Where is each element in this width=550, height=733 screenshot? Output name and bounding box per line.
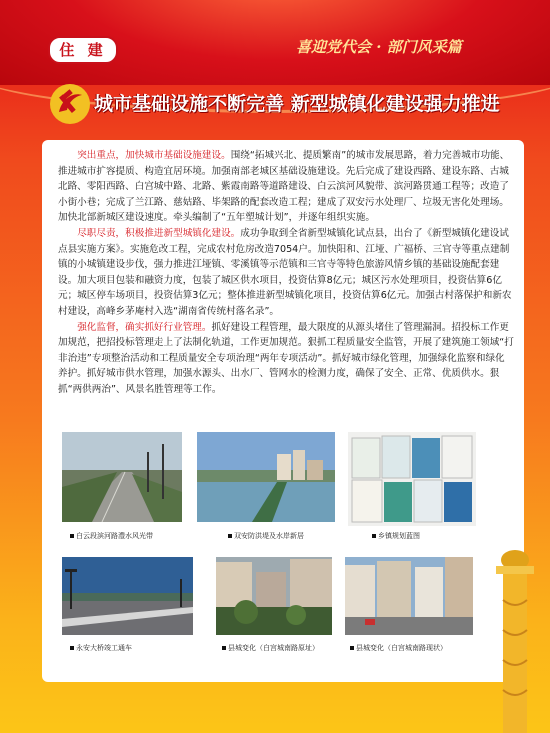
caption-text: 县城变化（白宫城南路现状）: [356, 644, 447, 652]
caption-bullet-icon: [70, 534, 74, 538]
photo-yongan-bridge: [62, 557, 193, 635]
paragraph-3-text: 抓好建设工程管理，最大限度的从源头堵住了管理漏洞。招投标工作更加规范，把招投标管理走上了法制化轨道，工作更加规范。狠抓工程质量安全监管，开展了建筑施工领域“打非治违”专项整治活动和工程质量安全专项治理“两年专项活动”。抓好城市绿化管理，加强绿化监察和绿化养护。抓好城市供水管理，加强水源头、出水厂、管网水的检测力度，确保了安全、正常、优质供水。狠抓“两供两治”、风景名胜管理等工作。: [58, 321, 514, 395]
paragraph-1: [58, 148, 514, 226]
paragraph-1-text: 围绕“拓城兴北、提质繁南”的城市发展思路，着力完善城市功能、推进城市扩容提质、构造宜居环境。加强南部老城区基础设施建设。先后完成了建设西路、建设东路、古城北路、零阳西路、白宫城中路、北路、紫霞南路等道路建设、白云滨河风貌带、滨河路贯通工程等；改造了小街小巷；完成了兰江路、慈姑路、毕架路的配套改造工程；建成了双安污水处理厂、垃圾无害化处理场。加快北部新城区建设速度。牵头编制了“五年塑城计划”，并逐年组织实施。: [58, 150, 510, 224]
photo-caption-2: [228, 531, 304, 541]
department-badge: 住 建: [48, 36, 118, 64]
photo-caption-1: [70, 531, 153, 541]
photo-new-street: [345, 557, 473, 635]
photo-riverside-road: [62, 432, 182, 522]
photo-caption-4: [70, 643, 132, 653]
ornamental-pillar-icon: [490, 540, 540, 733]
party-emblem-icon: [48, 82, 92, 126]
photo-flood-embankment: [197, 432, 335, 522]
series-subtitle: 喜迎党代会 · 部门风采篇: [296, 38, 462, 56]
caption-bullet-icon: [350, 646, 354, 650]
paragraph-3-lead: 强化监督，确实抓好行业管理。: [77, 321, 212, 333]
caption-text: 永安大桥竣工通车: [76, 644, 132, 652]
caption-text: 县城变化（白宫城南路原址）: [228, 644, 319, 652]
photo-old-street: [216, 557, 332, 635]
caption-bullet-icon: [222, 646, 226, 650]
caption-text: 白云段滨河路澧水风光带: [76, 532, 153, 540]
paragraph-2-text: 成功争取到全省新型城镇化试点县，出台了《新型城镇化建设试点县实施方案》。实施危改工程，完成农村危房改造7054户。加快阳和、江垭、广福桥、三官寺等重点建制镇的小城镇建设步伐，强力推进江垭镇、零溪镇等示范镇和三官寺等特色旅游风情乡镇的基础设施配套建设。加大项目包装和融资力度，包装了城区供水项目，投资估算8亿元；城区污水处理项目，投资估算6亿元；城区停车场项目，投资估算3亿元；整体推进新型城镇化项目，投资估算6亿元。加强古村落保护和新农村建设，高峰乡茅庵村入选“湖南省传统村落名录”。: [58, 227, 512, 317]
paragraph-1-lead: 突出重点，加快城市基础设施建设。: [77, 150, 231, 161]
caption-bullet-icon: [228, 534, 232, 538]
photo-caption-5: [222, 643, 319, 653]
paragraph-3: [58, 320, 514, 398]
photo-caption-3: [372, 531, 420, 541]
caption-text: 双安防洪堤及水岸新居: [234, 532, 304, 540]
caption-text: 乡镇规划蓝图: [378, 532, 420, 540]
article-body: [58, 148, 514, 398]
paragraph-2: [58, 226, 514, 320]
photo-caption-6: [350, 643, 447, 653]
photo-planning-blueprints: [348, 432, 476, 526]
paragraph-2-lead: 尽职尽责，积极推进新型城镇化建设。: [77, 227, 241, 239]
caption-bullet-icon: [372, 534, 376, 538]
page-headline: 城市基础设施不断完善 新型城镇化建设强力推进: [94, 93, 500, 115]
caption-bullet-icon: [70, 646, 74, 650]
